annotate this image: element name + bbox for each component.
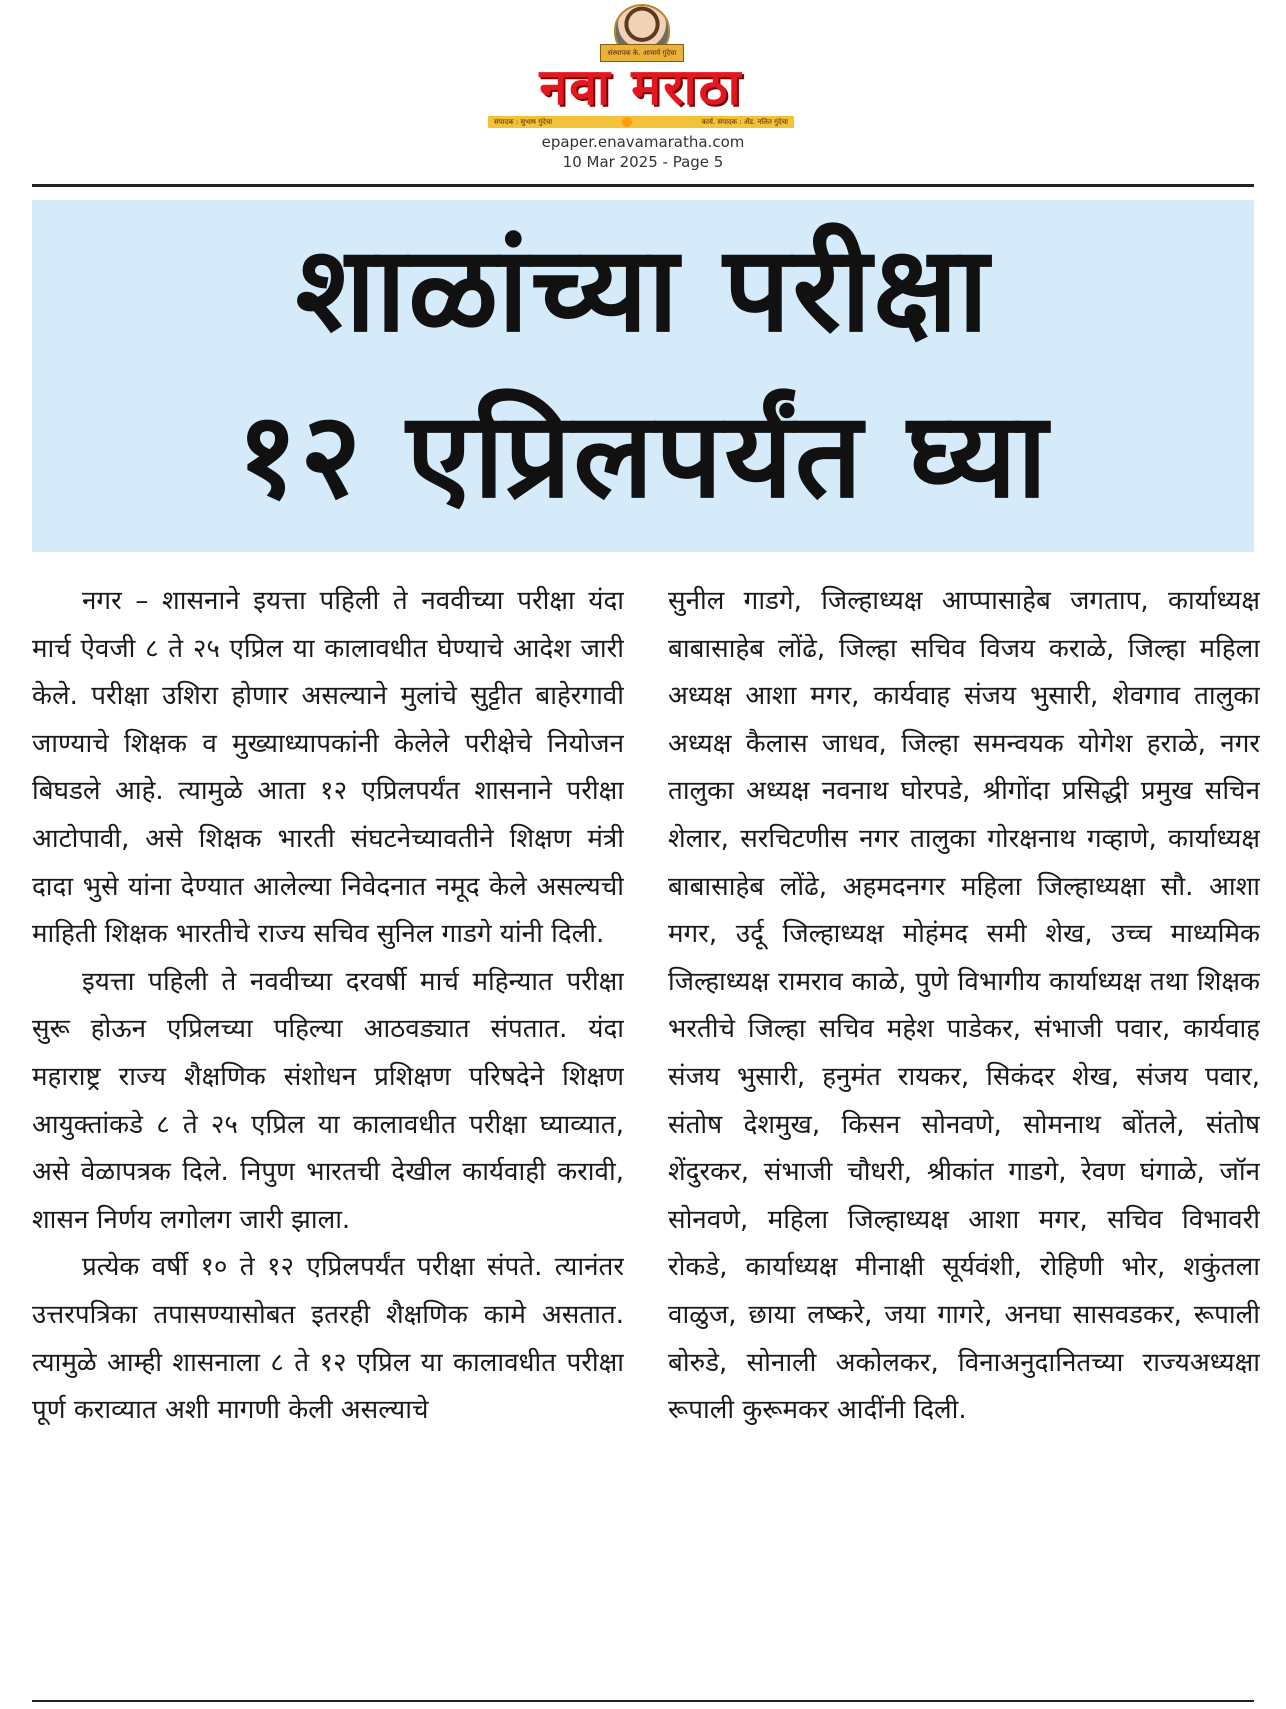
source-info <box>0 132 1286 172</box>
article-paragraph: नगर – शासनाने इयत्ता पहिली ते नववीच्या परीक्षा यंदा मार्च ऐवजी ८ ते २५ एप्रिल या कालावधीत घेण्याचे आदेश जारी केले. परीक्षा उशिरा होणार असल्याने मुलांचे सुट्टीत बाहेरगावी जाण्याचे शिक्षक व मुख्याध्यापकांनी केलेले परीक्षेचे नियोजन बिघडले आहे. त्यामुळे आता १२ एप्रिलपर्यंत शासनाने परीक्षा आटोपावी, असे शिक्षक भारती संघटनेच्यावतीने शिक्षण मंत्री दादा भुसे यांना देण्यात आलेल्या निवेदनात नमूद केले असल्यची माहिती शिक्षक भारतीचे राज्य सचिव सुनिल गाडगे यांनी दिली. <box>32 586 624 950</box>
newspaper-logo[interactable] <box>488 4 794 128</box>
headline-line-2: १२ एप्रिलपर्यंत घ्या <box>236 386 1050 524</box>
headline-box <box>32 200 1254 552</box>
founder-ribbon: संस्थापक के. आचार्य गुंदेचा <box>600 44 684 62</box>
sun-icon <box>622 117 632 127</box>
editor-left: संपादक : सुभाष गुंदेचा <box>494 118 553 126</box>
brand-name: नवा मराठा <box>539 58 743 116</box>
article-paragraph: इयत्ता पहिली ते नववीच्या दरवर्षी मार्च महिन्यात परीक्षा सुरू होऊन एप्रिलच्या पहिल्या आठवड्यात संपतात. यंदा महाराष्ट्र राज्य शैक्षणिक संशोधन प्रशिक्षण परिषदेने शिक्षण आयुक्तांकडे ८ ते २५ एप्रिल या कालावधीत परीक्षा घ्याव्यात, असे वेळापत्रक दिले. निपुण भारतची देखील कार्यवाही करावी, शासन निर्णय लगोलग जारी झाला. <box>32 966 624 1235</box>
article-column-left <box>32 578 624 1683</box>
top-divider <box>32 184 1254 187</box>
editor-right: कार्य. संपादक : ॲड. नलित गुंदेचा <box>701 118 788 126</box>
article-paragraph: सुनील गाडगे, जिल्हाध्यक्ष आप्पासाहेब जगताप, कार्याध्यक्ष बाबासाहेब लोंढे, जिल्हा सचिव विजय कराळे, जिल्हा महिला अध्यक्ष आशा मगर, कार्यवाह संजय भुसारी, शेवगाव तालुका अध्यक्ष कैलास जाधव, जिल्हा समन्वयक योगेश हराळे, नगर तालुका अध्यक्ष नवनाथ घोरपडे, श्रीगोंदा प्रसिद्धी प्रमुख सचिन शेलार, सरचिटणीस नगर तालुका गोरक्षनाथ गव्हाणे, कार्याध्यक्ष बाबासाहेब लोंढे, अहमदनगर महिला जिल्हाध्यक्षा सौ. आशा मगर, उर्दू जिल्हाध्यक्ष मोहंमद समी शेख, उच्च माध्यमिक जिल्हाध्यक्ष रामराव काळे, पुणे विभागीय कार्याध्यक्ष तथा शिक्षक भरतीचे जिल्हा सचिव महेश पाडेकर, संभाजी पवार, कार्यवाह संजय भुसारी, हनुमंत रायकर, सिकंदर शेख, संजय पवार, संतोष देशमुख, किसन सोनवणे, सोमनाथ बोंतले, संतोष शेंदुरकर, संभाजी चौधरी, श्रीकांत गाडगे, रेवण घंगाळे, जॉन सोनवणे, महिला जिल्हाध्यक्ष आशा मगर, सचिव विभावरी रोकडे, कार्याध्यक्ष मीनाक्षी सूर्यवंशी, रोहिणी भोर, शकुंतला वाळुज, छाया लष्करे, जया गागरे, अनघा सासवडकर, रूपाली बोरुडे, सोनाली अकोलकर, विनाअनुदानितच्या राज्यअध्यक्षा रूपाली कुरूमकर आदींनी दिली. <box>668 586 1260 1426</box>
article-paragraph: प्रत्येक वर्षी १० ते १२ एप्रिलपर्यंत परीक्षा संपते. त्यानंतर उत्तरपत्रिका तपासण्यासोबत इतरही शैक्षणिक कामे असतात. त्यामुळे आम्ही शासनाला ८ ते १२ एप्रिल या कालावधीत परीक्षा पूर्ण कराव्यात अशी मागणी केली असल्याचे <box>32 1252 624 1426</box>
bottom-divider <box>32 1700 1254 1702</box>
article-column-right <box>668 578 1260 1683</box>
headline-line-1: शाळांच्या परीक्षा <box>295 220 991 358</box>
editor-strip <box>488 116 794 128</box>
masthead <box>0 0 1286 180</box>
website-link[interactable]: epaper.enavamaratha.com <box>541 133 745 151</box>
date-page: 10 Mar 2025 - Page 5 <box>562 153 724 171</box>
